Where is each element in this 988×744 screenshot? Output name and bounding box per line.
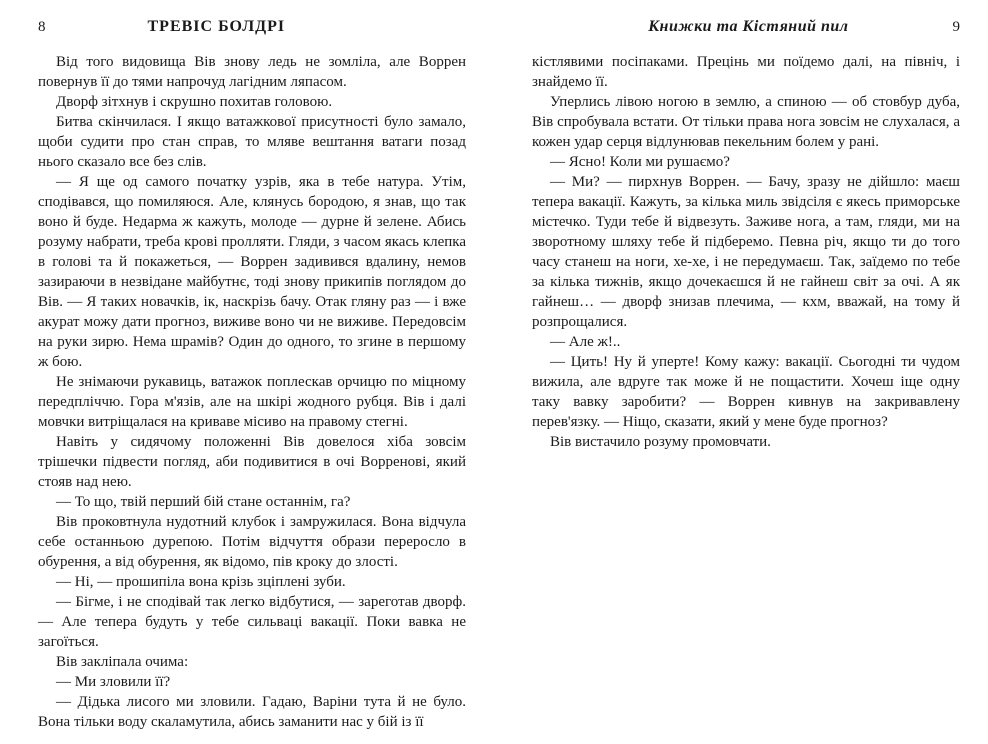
paragraph: — Ні, — прошипіла вона крізь зціплені зуби.: [56, 574, 346, 590]
paragraph: — Але ж!..: [550, 334, 621, 350]
paragraph: Не знімаючи рукавиць, ватажок поплескав орчицю по міцному передпліччю. Гора м'язів, але на шкірі жодного рубця. Вів і далі мовчки витріщалася на криваве місиво на правому стегні.: [38, 374, 466, 430]
paragraph: кістлявими посіпаками. Прецінь ми поїдемо далі, на північ, і знайдемо її.: [532, 54, 960, 90]
right-page-header: [532, 18, 960, 40]
paragraph: Від того видовища Вів знову ледь не зомліла, але Воррен повернув її до тями напрочуд лагідним ляпасом.: [38, 54, 466, 90]
paragraph: — Бігме, і не сподівай так легко відбутися, — зареготав дворф. — Але тепера будуть у тебе сильваці вакації. Поки вавка не загоїться.: [38, 594, 466, 650]
paragraph: Уперлись лівою ногою в землю, а спиною — об стовбур дуба, Вів спробувала встати. От тільки права нога зовсім не слухалася, а кожен удар серця відлунював пекельним болем у рані.: [532, 94, 960, 150]
running-title: ТРЕВІС БОЛДРІ: [147, 18, 286, 35]
left-page-header: [38, 18, 466, 40]
paragraph: — Ми зловили її?: [56, 674, 171, 690]
paragraph: — Цить! Ну й уперте! Кому кажу: вакації. Сьогодні ти чудом вижила, але вдруге так може й не пощастити. Хочеш іще одну таку вавку заробити? — Воррен кивнув на закривавлену перев'язку. — Ніщо, сказати, який у мене буде прогноз?: [532, 354, 960, 430]
left-page-text: [38, 52, 466, 732]
left-page: [38, 0, 466, 744]
paragraph: Навіть у сидячому положенні Вів довелося хіба зовсім трішечки підвести погляд, аби подивитися в очі Ворренові, який стояв над нею.: [38, 434, 466, 490]
page-number: 9: [952, 19, 960, 35]
right-page-text: [532, 52, 960, 452]
right-page: [532, 0, 960, 744]
paragraph: — Я ще од самого початку узрів, яка в тебе натура. Утім, сподівався, що помиляюся. Але, клянусь бородою, я знав, що так воно й буде. Недарма ж кажуть, молоде — дурне й зелене. Абись розуму набрати, треба крові пролляти. Гляди, з часом якась клепка в голові та й покажеться, — Воррен задивився вдалину, немов зазираючи в незвідане майбутнє, тоді знову прикипів поглядом до Вів. — Я таких новачків, ік, наскрізь бачу. Отак гляну раз — і вже акурат можу дати прогноз, виживе воно чи не виживе. Передовсім на руки зирю. Нема шрамів? Один до одного, то згине в першому ж бою.: [38, 174, 466, 370]
paragraph: Вів вистачило розуму промовчати.: [550, 434, 771, 450]
paragraph: Вів проковтнула нудотний клубок і замружилася. Вона відчула себе останньою дурепою. Потім відчуття образи переросло в обурення, а від обурення, як відомо, пів кроку до злості.: [38, 514, 466, 570]
paragraph: — Ясно! Коли ми рушаємо?: [550, 154, 730, 170]
paragraph: — Дідька лисого ми зловили. Гадаю, Варіни тута й не було. Вона тільки воду скаламутила, абись заманити нас у бій із її: [38, 694, 466, 730]
running-title: Книжки та Кістяний пил: [648, 18, 849, 35]
paragraph: Битва скінчилася. І якщо ватажкової присутності було замало, щоби судити про стан справ, то мляве вештання ватаги позад нього сказало все без слів.: [38, 114, 466, 170]
paragraph: Вів закліпала очима:: [56, 654, 189, 670]
paragraph: — Ми? — пирхнув Воррен. — Бачу, зразу не дійшло: маєш тепера вакації. Кажуть, за кілька миль звідсіля є якесь приморське містечко. Туди тебе й відвезуть. Заживе нога, а там, гляди, ми на зворотному шляху тебе й підберемо. Певна річ, якщо ти до того часу станеш на ноги, хе-хе, і не передумаєш. Так, заїдемо по тебе за кілька тижнів, якщо дочекаєшся й не гайнеш світ за очі. А як гайнеш… — дворф знизав плечима, — кхм, вважай, на тому й розпрощалися.: [532, 174, 960, 330]
page-number: 8: [38, 19, 46, 35]
paragraph: Дворф зітхнув і скрушно похитав головою.: [56, 94, 333, 110]
paragraph: — То що, твій перший бій стане останнім, га?: [56, 494, 351, 510]
